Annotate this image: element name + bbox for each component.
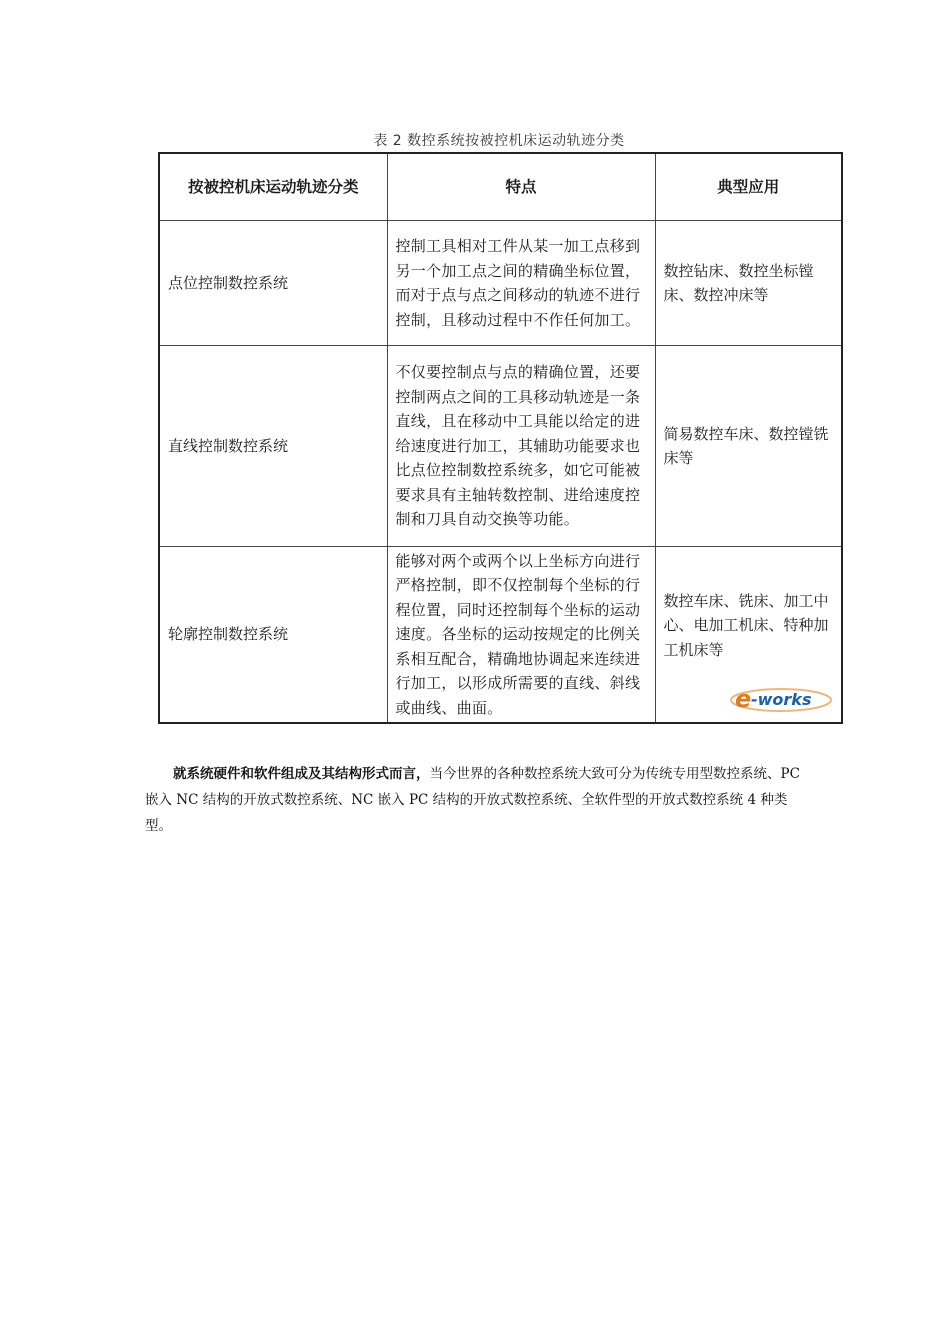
body-paragraph [145,761,810,839]
row-feature: 不仅要控制点与点的精确位置，还要控制两点之间的工具移动轨迹是一条直线，且在移动中工具能以给定的进给速度进行加工，其辅助功能要求也比点位控制数控系统多，如它可能被要求具有主轴转数控制、进给速度控制和刀具自动交换等功能。 [387,346,655,547]
row-application: 数控车床、铣床、加工中心、电加工机床、特种加工机床等 [663,591,829,659]
row-application: 简易数控车床、数控镗铣床等 [655,346,842,547]
row-application: 数控钻床、数控坐标镗床、数控冲床等 [655,221,842,346]
svg-text:e: e [735,685,752,713]
row-application-cell [655,547,842,724]
paragraph-body: 当今世界的各种数控系统大致可分为传统专用型数控系统、PC 嵌入 NC 结构的开放式数控系统、NC 嵌入 PC 结构的开放式数控系统、全软件型的开放式数控系统 4 种类型。 [145,766,800,834]
row-category: 点位控制数控系统 [159,221,387,346]
row-category: 轮廓控制数控系统 [159,547,387,724]
eworks-logo [729,684,833,714]
table-header-row [159,153,842,221]
table-row [159,346,842,547]
header-feature: 特点 [387,153,655,221]
row-feature: 能够对两个或两个以上坐标方向进行严格控制，即不仅控制每个坐标的行程位置，同时还控制每个坐标的运动速度。各坐标的运动按规定的比例关系相互配合，精确地协调起来连续进行加工，以形成所需要的直线、斜线或曲线、曲面。 [387,547,655,724]
row-category: 直线控制数控系统 [159,346,387,547]
row-feature: 控制工具相对工件从某一加工点移到另一个加工点之间的精确坐标位置，而对于点与点之间移动的轨迹不进行控制，且移动过程中不作任何加工。 [387,221,655,346]
svg-text:-works: -works [751,690,812,709]
table-caption: 表 2 数控系统按被控机床运动轨迹分类 [373,133,625,149]
header-category: 按被控机床运动轨迹分类 [159,153,387,221]
paragraph-lead: 就系统硬件和软件组成及其结构形式而言， [173,766,430,782]
classification-table [158,152,843,724]
table-row [159,221,842,346]
table-row [159,547,842,724]
header-application: 典型应用 [655,153,842,221]
